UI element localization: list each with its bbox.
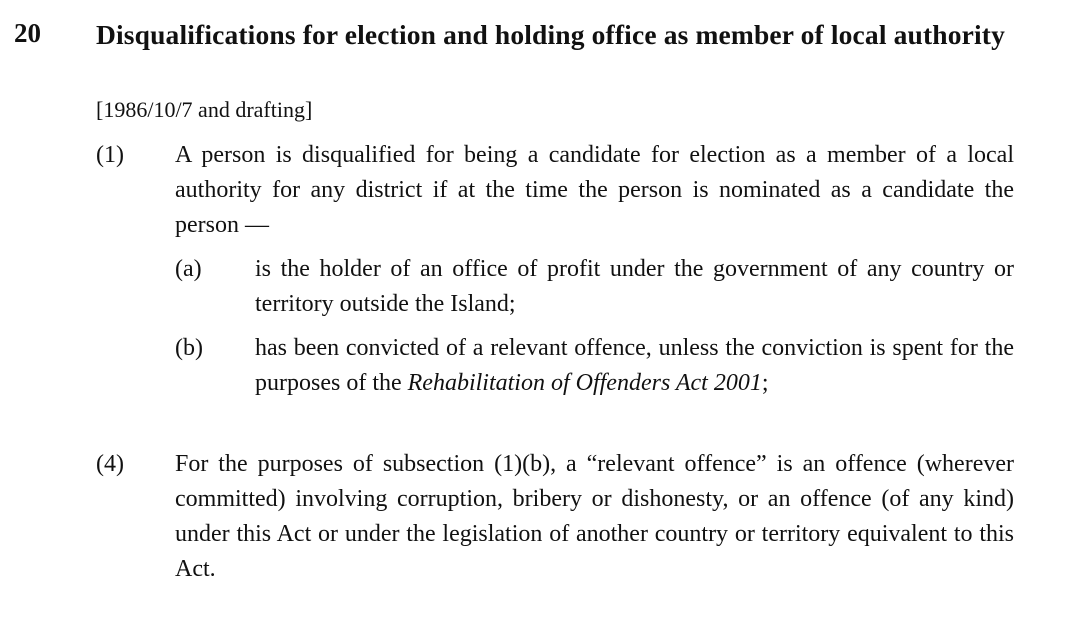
paragraph-b-text-main: has been convicted of a relevant offence, unless the conviction is spent for the purposes of the: [255, 335, 1014, 396]
paragraph-a-number: (a): [175, 256, 202, 282]
paragraph-b-text: [255, 331, 1014, 401]
act-name: Rehabilitation of Offenders Act 2001: [407, 370, 762, 396]
subsection-1-number: (1): [96, 142, 124, 168]
section-title: Disqualifications for election and holding office as member of local authority: [96, 19, 1005, 50]
section-number: 20: [14, 18, 41, 48]
paragraph-a-text: is the holder of an office of profit under the government of any country or territory outside the Island;: [255, 256, 1014, 317]
subsection-4-number: (4): [96, 451, 124, 477]
paragraph-b-number: (b): [175, 335, 203, 361]
subsection-4-text: For the purposes of subsection (1)(b), a “relevant offence” is an offence (wherever committed) involving corruption, bribery or dishonesty, or an offence (of any kind) under this Act or under the legislation of another country or territory equivalent to this Act.: [175, 451, 1014, 582]
subsection-1-text: A person is disqualified for being a candidate for election as a member of a local authority for any district if at the time the person is nominated as a candidate the person —: [175, 142, 1014, 238]
paragraph-b-text-end: ;: [761, 370, 769, 396]
source-note: [1986/10/7 and drafting]: [96, 97, 313, 122]
